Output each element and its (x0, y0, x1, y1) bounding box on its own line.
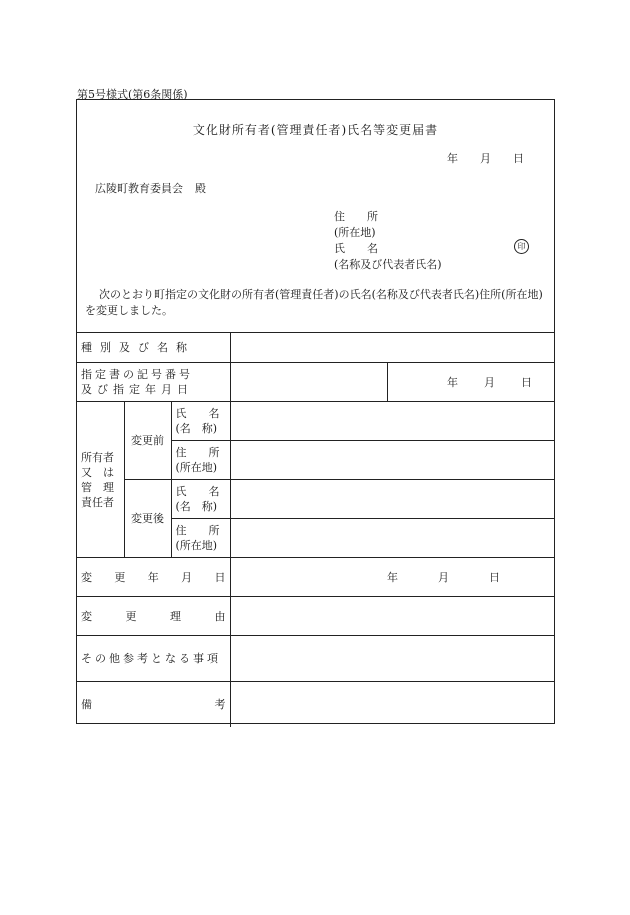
change-day: 日 (489, 570, 501, 584)
designation-date-field[interactable] (387, 363, 554, 402)
other-reference-field[interactable] (230, 636, 554, 682)
year-label: 年 (447, 152, 458, 165)
change-reason-field[interactable] (230, 597, 554, 636)
owner-group-label: 所有者 又 は 管 理 責任者 (77, 402, 124, 558)
type-name-field[interactable] (230, 333, 554, 363)
change-date-label: 変 更 年 月 日 (77, 558, 230, 597)
designation-label (77, 363, 230, 402)
after-address-label: 住 所 (所在地) (171, 519, 230, 558)
before-name-field[interactable] (230, 402, 554, 441)
signature-block[interactable] (334, 209, 442, 273)
before-address-field[interactable] (230, 441, 554, 480)
after-name-field[interactable] (230, 480, 554, 519)
sig-name-label: 氏 名 (334, 242, 378, 255)
after-name-label: 氏 名 (名 称) (171, 480, 230, 519)
change-reason-label: 変 更 理 由 (77, 597, 230, 636)
designation-line2: 及び指定年月日 (81, 383, 193, 396)
remarks-label: 備 考 (77, 682, 230, 727)
details-table (77, 332, 554, 727)
after-change-label: 変更後 (124, 480, 171, 558)
other-reference-label: その他参考となる事項 (77, 636, 230, 682)
designation-number-field[interactable] (230, 363, 387, 402)
sig-address-label: 住 所 (334, 210, 378, 223)
seal-icon: 印 (514, 239, 529, 254)
change-date-field[interactable] (230, 558, 554, 597)
day-label: 日 (513, 152, 524, 165)
addressee-name: 広陵町教育委員会 (95, 182, 183, 195)
addressee (95, 180, 206, 196)
form-number: 第5号様式(第6条関係) (77, 88, 188, 101)
statement: 次のとおり町指定の文化財の所有者(管理責任者)の氏名(名称及び代表者氏名)住所(所在地)を変更しました。 (85, 288, 543, 317)
change-year: 年 (387, 570, 399, 584)
after-address-field[interactable] (230, 519, 554, 558)
change-month: 月 (438, 570, 450, 584)
before-address-label: 住 所 (所在地) (171, 441, 230, 480)
designation-day: 日 (521, 375, 533, 389)
sig-address-sub: (所在地) (334, 226, 376, 239)
before-change-label: 変更前 (124, 402, 171, 480)
submission-date[interactable] (447, 150, 524, 166)
before-name-label: 氏 名 (名 称) (171, 402, 230, 441)
month-label: 月 (480, 152, 491, 165)
form-title: 文化財所有者(管理責任者)氏名等変更届書 (192, 123, 439, 137)
notification-form (76, 99, 555, 724)
remarks-field[interactable] (230, 682, 554, 727)
addressee-honorific: 殿 (195, 182, 206, 195)
designation-line1: 指定書の記号番号 (81, 368, 193, 381)
designation-month: 月 (484, 375, 496, 389)
designation-year: 年 (447, 375, 459, 389)
type-name-label: 種別及び名称 (77, 333, 230, 363)
sig-name-sub: (名称及び代表者氏名) (334, 258, 442, 271)
